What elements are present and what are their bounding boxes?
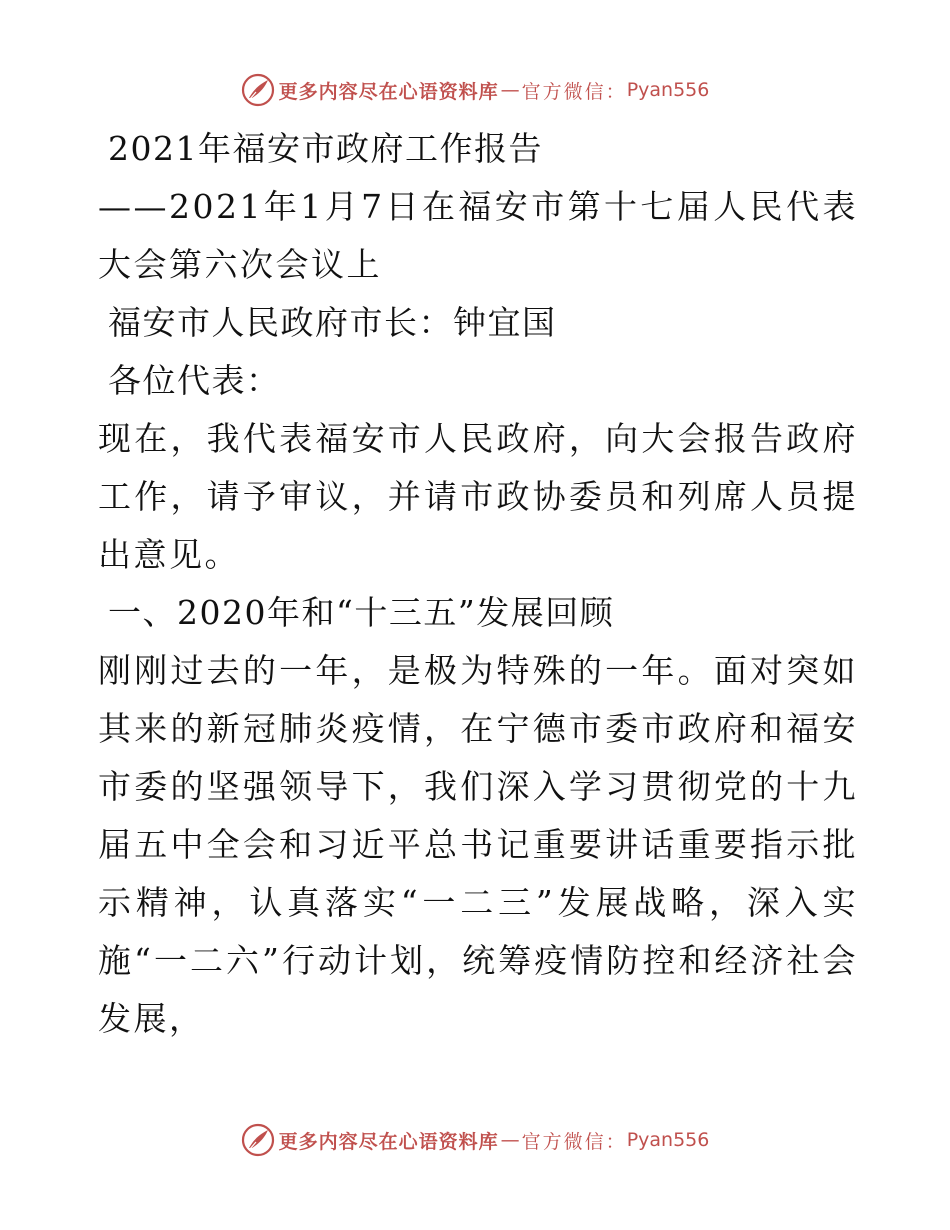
watermark-main-text: 更多内容尽在心语资料库 bbox=[278, 1130, 499, 1153]
document-greeting: 各位代表： bbox=[108, 361, 281, 400]
document-author: 福安市人民政府市长：钟宜国 bbox=[108, 303, 557, 342]
header-watermark bbox=[0, 70, 950, 110]
footer-watermark bbox=[0, 1120, 950, 1160]
watermark-main-text: 更多内容尽在心语资料库 bbox=[278, 80, 499, 103]
body-paragraph: 刚刚过去的一年，是极为特殊的一年。面对突如其来的新冠肺炎疫情，在宁德市委市政府和福安市委的坚强领导下，我们深入学习贯彻党的十九届五中全会和习近平总书记重要讲话重要指示批示精神，认真落实“一二三”发展战略，深入实施“一二六”行动计划，统筹疫情防控和经济社会发展， bbox=[98, 651, 858, 1038]
watermark-wechat-label: 官方微信： bbox=[521, 1130, 627, 1153]
quill-logo-icon bbox=[241, 73, 275, 107]
intro-paragraph: 现在，我代表福安市人民政府，向大会报告政府工作，请予审议，并请市政协委员和列席人员提出意见。 bbox=[98, 419, 858, 574]
watermark-separator: — bbox=[500, 1129, 520, 1151]
watermark-wechat-label: 官方微信： bbox=[521, 80, 627, 103]
watermark-wechat-id: Pyan556 bbox=[626, 1129, 710, 1151]
document-title: 2021年福安市政府工作报告 bbox=[108, 129, 543, 168]
watermark-wechat-id: Pyan556 bbox=[626, 79, 710, 101]
document-subtitle: ——2021年1月7日在福安市第十七届人民代表大会第六次会议上 bbox=[98, 187, 858, 284]
quill-logo-icon bbox=[241, 1123, 275, 1157]
section-heading: 一、2020年和“十三五”发展回顾 bbox=[108, 593, 615, 632]
document-body bbox=[98, 120, 858, 1048]
watermark-separator: — bbox=[500, 79, 520, 101]
